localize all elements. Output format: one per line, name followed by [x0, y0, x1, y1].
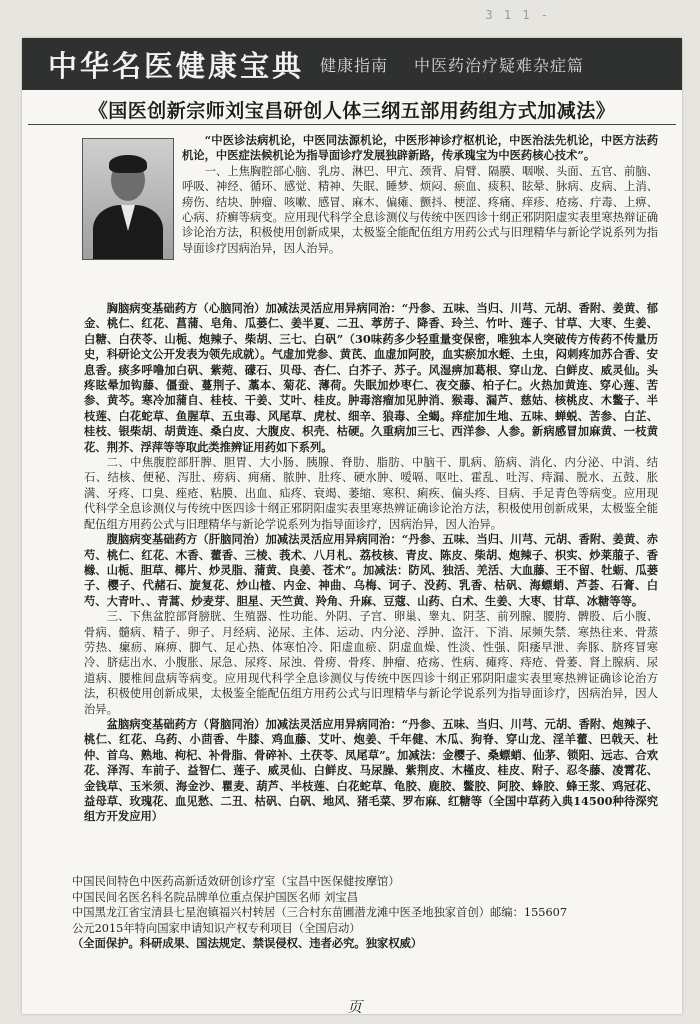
section-chest-brain-formula: 胸脑病变基础药方（心脑同治）加减法灵活应用异病同治：“丹参、五味、当归、川芎、元胡、香附、姜黄、郁金、桃仁、红花、菖蒲、皂角、瓜蒌仁、姜半夏、二丑、葶苈子、降香、玲兰、竹叶、莲子、甘草、大枣、生姜、白糖、白茯苓、山栀、炮辣子、柴胡、三七、白矾”（30味药多少轻重量变保密，唯独本人突破传方传药不传量历史，科研论文公开发表为领先成就）。气虚加党参、黄芪、血虚加阿胶，血实瘀加水蛭、土虫，闷刺疼加苏合香、安息香。痰多呼噜加白矾、紫菀、礞石、贝母、杏仁、白芥子、苏子。风湿痹加葛根、穿山龙、白鲜皮、威灵仙。头疼眩晕加钩藤、僵蚕、蔓荆子、藁本、菊花、薄荷。失眠加炒枣仁、夜交藤、柏子仁。火热加黄连、穿心莲、苦参、黄芩。寒冷加蒲自、桂枝、干姜、艾叶、桂皮。肿毒溶瘤加见肿消、猴毒、漏芦、慈姑、核桃皮、木鳖子、半枝莲、白花蛇草、鱼腥草、五虫毒、风尾草、虎杖、细辛、狼毒、全蝎。痒症加生地、五味、蝉蜕、苦参、白芷、桂枝、银柴胡、胡黄连、桑白皮、大腹皮、枳壳、枯硬。久重病加三七、西洋参、人参。新病感冒加麻黄、一枝黄花、荆芥、浮萍等等取此类推辨证用药如下系列。: [84, 301, 658, 454]
document-sheet: [22, 38, 682, 1014]
banner-subtitle-tcm: 中医药治疗疑难杂症篇: [414, 55, 585, 75]
footer-line-rights: （全面保护。科研成果、国法规定、禁误侵权、违者必究。独家权威）: [72, 936, 423, 951]
section-pelvis-brain-formula: 盆脑病变基础药方（肾脑同治）加减法灵活应用异病同治：“丹参、五味、当归、川芎、元胡、香附、炮辣子、桃仁、红花、乌药、小茴香、牛膝、鸡血藤、艾叶、炮姜、千年健、木瓜、狗脊、穿山龙、淫羊藿、巴戟天、杜仲、首乌、熟地、枸杞、补骨脂、骨碎补、土茯苓、凤尾草”。加减法：金樱子、桑螵蛸、仙茅、锁阳、远志、合欢花、泽泻、车前子、益智仁、莲子、威灵仙、白鲜皮、马尿臊、紫荆皮、木槿皮、桂皮、附子、忍冬藤、凌霄花、金钱草、玉米须、海金沙、瞿麦、葫芦、半枝莲、白花蛇草、龟胶、鹿胶、鳖胶、阿胶、蜂胶、蜂王浆、鸡冠花、益母草、玫瑰花、血见愁、二丑、枯矾、白矾、地风、猪毛菜、罗布麻、红糖等（全国中草药入典14500种待深究组方开发应用）: [84, 716, 658, 824]
article-headline: 《国医创新宗师刘宝昌研创人体三纲五部用药组方式加减法》: [88, 100, 616, 122]
headline-rule: [28, 124, 676, 125]
page-mark: 页: [347, 998, 363, 1016]
banner: [22, 38, 682, 90]
portrait-hair: [109, 155, 147, 173]
intro-block: [182, 133, 658, 256]
body-block: [84, 301, 658, 825]
banner-subtitle-health: 健康指南: [320, 55, 389, 75]
page-number: 3 1 1 -: [485, 8, 550, 22]
footer-line-clinic: 中国民间特色中医药高新适效研创诊疗室（宝昌中医保健按摩馆）: [72, 875, 400, 888]
footer-credits: [72, 874, 662, 952]
banner-subtitle: [320, 53, 584, 76]
section-middle-abdomen: 二、中焦腹腔部肝脾、胆胃、大小肠、胰腺、脊肋、脂肪、中脑干、肌病、筋病、消化、内分泌、中消、结石、结核、便秘、泻肚、痨病、痈痛、脓肿、肚疼、硬水肿、嗳嗝、呕吐、霍乱、吐泻、痔漏、脱水、五鼓、胀满、牙疼、口臭、痤疮、粘膜、出血、疝疼、衰竭、萎缩、寒积、痢疾、偏头疼、目病、手足青色等病变。应用现代科学全息诊测仪与传统中医四诊十纲正邪阴阳虚实表里寒热辨证确诊论治方法，积极使用创新成果，太极鉴全能配伍组方用药公式与旧理精华与新论学说系列为指导面诊疗，因病治异，因人治异。: [84, 456, 658, 531]
footer-line-doctor: 中国民间名医名科名院品牌单位重点保护国医名师 刘宝昌: [72, 890, 359, 904]
banner-title: 中华名医健康宝典: [48, 48, 305, 83]
intro-paragraph-2: 一、上焦胸腔部心脑、乳房、淋巴、甲亢、颈背、肩臂、隔膜、咽喉、头面、五官、前脑、呼吸、神经、循环、感觉、精神、失眠、睡梦、烦闷、瘀血、痰积、眩晕、脉病、皮病、上消、痨伤、结块、肿瘤、咳嗽、感冒、麻木、偏瘫、颤抖、梗涩、疼痛、痒疹、疮疡、疔毒、上痹、心病、疥癣等病变。应用现代科学全息诊测仪与传统中医四诊十纲正邪阴阳虚实表里寒热辩证确诊论治方法，积极使用创新成果，太极鉴全能配伍组方用药公式与旧理精华与新论学说系列为指导面诊疗因病治异，因人治异。: [182, 164, 658, 255]
author-portrait: [82, 138, 174, 260]
section-abdomen-brain-formula: 腹脑病变基础药方（肝脑同治）加减法灵活应用异病同治：“丹参、五味、当归、川芎、元胡、香附、姜黄、赤芍、桃仁、红花、木香、藿香、三棱、莪术、八月札、荔枝核、青皮、陈皮、柴胡、炮辣子、枳实、炒莱菔子、香橼、山栀、胆草、椰片、炒灵脂、蒲黄、良姜、苍术”。加减法：防风、独活、羌活、大血藤、王不留、牡蛎、瓜蒌子、樱子、代赭石、旋复花、炒山楂、内金、神曲、乌梅、诃子、没药、乳香、枯矾、海螵蛸、芦荟、石膏、白芍、大青叶、、青蒿、炒麦芽、胆星、天竺黄、羚角、升麻、豆蔻、山药、白术、生姜、大枣、甘草、冰糖等等。: [84, 532, 658, 608]
intro-paragraph-1: “中医诊法病机论，中医同法源机论，中医形神诊疗枢机论，中医治法先机论，中医方法药机论，中医症法候机论为指导面诊疗发展独辟新路，传承瑰宝为中医药核心技术”。: [182, 133, 658, 163]
section-lower-pelvis: 三、下焦盆腔部肾膀胱、生殖器、性功能、外阴、子宫、卵巢、睾丸、阴茎、前列腺、腰胯、髀股、后小腹、骨病、髓病、精子、卵子、月经病、泌尿、主体、运动、内分泌、浮肿、盗汗、下消、尿频失禁、寒热往来、骨蒸劳热、瘰疬、麻痹、脚气、足心热、体寒怕冷、阳虚血瘀、阴虚血燥、性淡、性强、阳痿早泄、奔豚、脐疼冒寒冷、脐痣出水、小腹胀、尿急、尿疼、尿浊、骨痨、骨疼、肿瘤、疮疡、性病、瘫疼、痔疮、骨萎、肾上腺病、尿道病、腰椎间盘病等病变。应用现代科学全息诊测仪与传统中医四诊十纲正邪阴阳虚实表里寒热辨证确诊论治方法，积极使用创新成果，太极鉴全能配伍组方用药公式与旧理精华与新论学说系列为指导面诊疗，因病治异，因人治异。: [84, 610, 658, 716]
footer-line-address: 中国黑龙江省宝清县七星泡镇福兴村转居（三合村东苗圃潜龙滩中医圣地独家首创）邮编：155607: [72, 906, 568, 920]
footer-line-patent: 公元2015年特向国家申请知识产权专利项目（全国启动）: [72, 921, 361, 935]
